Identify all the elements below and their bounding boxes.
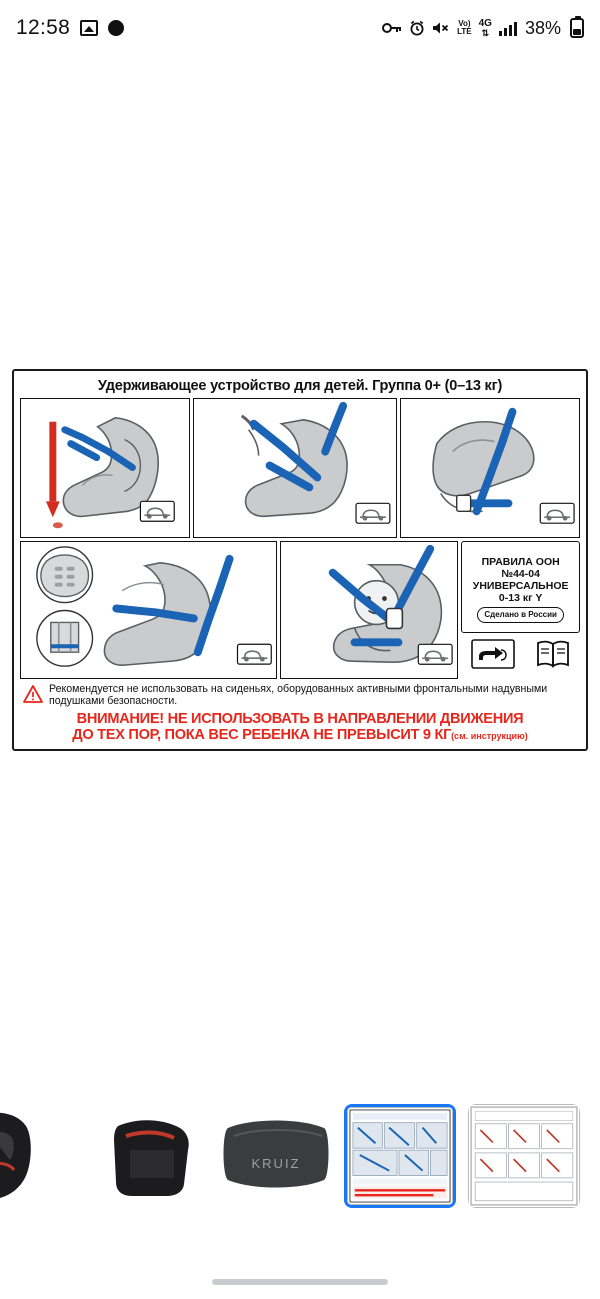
label-title: Удерживающее устройство для детей. Группа 0+ (0–13 кг)	[97, 378, 503, 394]
panel-1-belt-routing	[20, 398, 190, 538]
record-icon	[108, 20, 124, 36]
panel-5-illustration	[281, 542, 457, 678]
status-bar	[0, 0, 600, 56]
svg-text:i: i	[551, 651, 555, 662]
battery-percent: 38%	[524, 17, 561, 38]
status-bar-right	[382, 18, 584, 39]
warning-red-line-2-wrap	[22, 727, 578, 744]
thumb-headrest-kruiz[interactable]	[220, 1104, 332, 1208]
thumb-car-seat-angle[interactable]	[96, 1104, 208, 1208]
warning-red-block	[20, 711, 580, 746]
approval-line-2: №44-04	[501, 567, 540, 580]
thumb-label-sticker[interactable]	[344, 1104, 456, 1208]
warning-black-row	[20, 683, 580, 709]
signal-bars-icon	[499, 21, 517, 36]
alarm-icon	[409, 20, 425, 36]
thumb-car-seat-front[interactable]	[0, 1104, 84, 1208]
panel-row-1	[20, 398, 580, 538]
approval-line-3: УНИВЕРСАЛЬНОЕ	[472, 579, 569, 592]
photo-icon	[80, 20, 98, 36]
vpn-key-icon	[382, 21, 402, 35]
hand-pointing-icon	[471, 638, 515, 675]
thumb-label-sticker-image	[347, 1107, 453, 1205]
made-in-badge: Сделано в России	[477, 607, 564, 623]
warning-red-line-1: ВНИМАНИЕ! НЕ ИСПОЛЬЗОВАТЬ В НАПРАВЛЕНИИ ДВИЖЕНИЯ	[76, 711, 524, 727]
panel-grid	[20, 398, 580, 679]
thumb-car-seat-front-image	[0, 1106, 84, 1206]
panel-2-illustration	[194, 399, 396, 537]
warning-triangle-icon	[22, 684, 44, 709]
thumbnail-strip[interactable]	[0, 1100, 600, 1212]
panel-5-child-secured	[280, 541, 458, 679]
thumb-headrest-image	[220, 1106, 332, 1206]
status-clock: 12:58	[16, 16, 71, 39]
approval-box	[461, 541, 580, 633]
panel-row-2	[20, 541, 580, 679]
approval-column	[461, 541, 580, 679]
thumb-instruction-sheet[interactable]	[468, 1104, 580, 1208]
thumb-car-seat-angle-image	[96, 1106, 208, 1206]
pictogram-row	[461, 636, 580, 676]
status-bar-left	[16, 16, 124, 40]
mute-icon	[432, 21, 450, 35]
warning-red-note: (см. инструкцию)	[451, 731, 528, 741]
approval-line-1: ПРАВИЛА ООН	[481, 555, 560, 568]
panel-1-illustration	[21, 399, 189, 537]
panel-2-belt-through-guides	[193, 398, 397, 538]
volte-icon: Vo) LTE	[457, 19, 472, 36]
warning-black-text: Рекомендуется не использовать на сиденьях, оборудованных активными фронтальными надувными подушками безопасности.	[49, 683, 548, 708]
panel-3-seat-reclined	[400, 398, 580, 538]
approval-line-4: 0-13 кг Y	[498, 591, 543, 604]
panel-4-harness-adjust	[20, 541, 277, 679]
thumb-brand-label: KRUIZ	[251, 1156, 301, 1171]
manual-book-icon	[536, 638, 570, 675]
panel-3-illustration	[401, 399, 579, 537]
image-viewer[interactable]	[0, 56, 600, 1086]
network-type-icon: 4G ⇅	[478, 17, 492, 38]
panel-4-illustration	[21, 542, 276, 678]
thumb-instruction-sheet-image	[468, 1104, 580, 1208]
battery-icon	[570, 18, 584, 38]
home-indicator	[212, 1279, 388, 1285]
warning-red-line-2: ДО ТЕХ ПОР, ПОКА ВЕС РЕБЕНКА НЕ ПРЕВЫСИТ 9 КГ	[72, 727, 452, 743]
product-label-image	[12, 369, 588, 751]
